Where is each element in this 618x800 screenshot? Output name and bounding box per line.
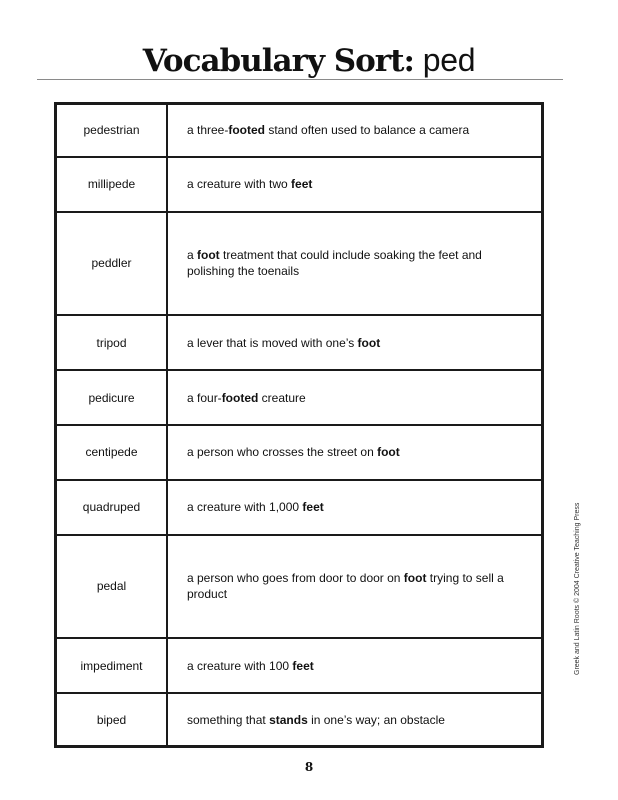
definition-text: a lever that is moved with one’s bbox=[187, 335, 358, 350]
definition-text: creature bbox=[258, 390, 306, 405]
vocab-word: biped bbox=[96, 712, 127, 727]
table-row bbox=[57, 480, 541, 535]
table-row bbox=[57, 105, 541, 157]
vocab-word: impediment bbox=[80, 658, 143, 673]
definition-text: something that bbox=[187, 712, 270, 727]
vocab-definition-cell bbox=[167, 105, 541, 157]
vocab-word-cell bbox=[57, 105, 167, 157]
definition-keyword: foot bbox=[377, 445, 400, 460]
vocab-word: pedal bbox=[96, 579, 127, 594]
vocab-word-cell bbox=[57, 638, 167, 693]
vocab-definition bbox=[187, 123, 469, 137]
page-title-main: Vocabulary Sort: bbox=[142, 43, 414, 79]
vocab-word-cell bbox=[57, 370, 167, 425]
table-row bbox=[57, 425, 541, 480]
table-row bbox=[57, 157, 541, 212]
vocab-definition bbox=[187, 336, 380, 350]
definition-keyword: foot bbox=[197, 248, 220, 263]
copyright-credit-text: Greek and Latin Roots © 2004 Creative Teaching Press bbox=[574, 502, 581, 675]
definition-text: a creature with 100 bbox=[187, 658, 293, 673]
vocab-definition bbox=[187, 713, 445, 727]
vocab-table bbox=[57, 105, 541, 745]
definition-text: a four- bbox=[187, 390, 222, 405]
vocab-word-cell bbox=[57, 480, 167, 535]
table-row bbox=[57, 212, 541, 316]
vocab-definition bbox=[187, 445, 400, 459]
vocab-definition-cell bbox=[167, 212, 541, 316]
vocab-word-cell bbox=[57, 425, 167, 480]
vocab-word: quadruped bbox=[82, 500, 141, 515]
table-row bbox=[57, 693, 541, 745]
vocab-definition-cell bbox=[167, 693, 541, 745]
vocab-word: pedestrian bbox=[83, 123, 140, 138]
vocab-definition bbox=[187, 500, 324, 514]
vocab-word-cell bbox=[57, 315, 167, 370]
definition-keyword: feet bbox=[291, 177, 313, 192]
definition-text: a creature with two bbox=[187, 177, 292, 192]
definition-text: a bbox=[187, 248, 198, 263]
page-title bbox=[0, 38, 618, 83]
vocab-word: tripod bbox=[96, 335, 127, 350]
table-row bbox=[57, 638, 541, 693]
vocab-word-cell bbox=[57, 693, 167, 745]
definition-text: a person who goes from door to door on bbox=[187, 571, 404, 586]
vocab-word: pedicure bbox=[88, 390, 135, 405]
table-row bbox=[57, 535, 541, 639]
page-title-root: ped bbox=[422, 42, 476, 78]
definition-keyword: stands bbox=[269, 712, 308, 727]
vocab-word: centipede bbox=[85, 445, 138, 460]
vocab-word-cell bbox=[57, 157, 167, 212]
definition-keyword: foot bbox=[357, 335, 381, 350]
vocab-definition-cell bbox=[167, 638, 541, 693]
definition-text: trying to sell a product bbox=[187, 571, 504, 602]
definition-keyword: footed bbox=[221, 390, 259, 405]
vocab-table-frame bbox=[54, 102, 544, 748]
vocab-definition-cell bbox=[167, 315, 541, 370]
vocab-definition bbox=[187, 248, 482, 278]
definition-text: stand often used to balance a camera bbox=[265, 123, 470, 138]
vocab-definition bbox=[187, 659, 314, 673]
vocab-word: millipede bbox=[87, 177, 136, 192]
table-row bbox=[57, 370, 541, 425]
vocab-word-cell bbox=[57, 212, 167, 316]
vocab-definition-cell bbox=[167, 425, 541, 480]
vocab-definition bbox=[187, 391, 306, 405]
table-row bbox=[57, 315, 541, 370]
definition-text: a three- bbox=[187, 123, 229, 138]
vocab-table-body bbox=[57, 105, 541, 745]
vocab-definition-cell bbox=[167, 157, 541, 212]
definition-text: a creature with 1,000 bbox=[187, 500, 303, 515]
definition-keyword: foot bbox=[403, 571, 427, 586]
page-number: 8 bbox=[304, 760, 314, 774]
definition-text: in one’s way; an obstacle bbox=[307, 712, 445, 727]
vocab-definition bbox=[187, 177, 312, 191]
vocab-definition-cell bbox=[167, 480, 541, 535]
definition-keyword: footed bbox=[228, 123, 266, 138]
definition-text: a person who crosses the street on bbox=[187, 445, 378, 460]
title-divider bbox=[37, 79, 563, 80]
vocab-definition-cell bbox=[167, 370, 541, 425]
definition-keyword: feet bbox=[302, 500, 324, 515]
vocab-definition bbox=[187, 571, 504, 601]
vocab-definition-cell bbox=[167, 535, 541, 639]
vocab-word-cell bbox=[57, 535, 167, 639]
vocab-word: peddler bbox=[91, 256, 132, 271]
definition-keyword: feet bbox=[292, 658, 314, 673]
definition-text: treatment that could include soaking the feet and polishing the toenails bbox=[187, 248, 482, 279]
